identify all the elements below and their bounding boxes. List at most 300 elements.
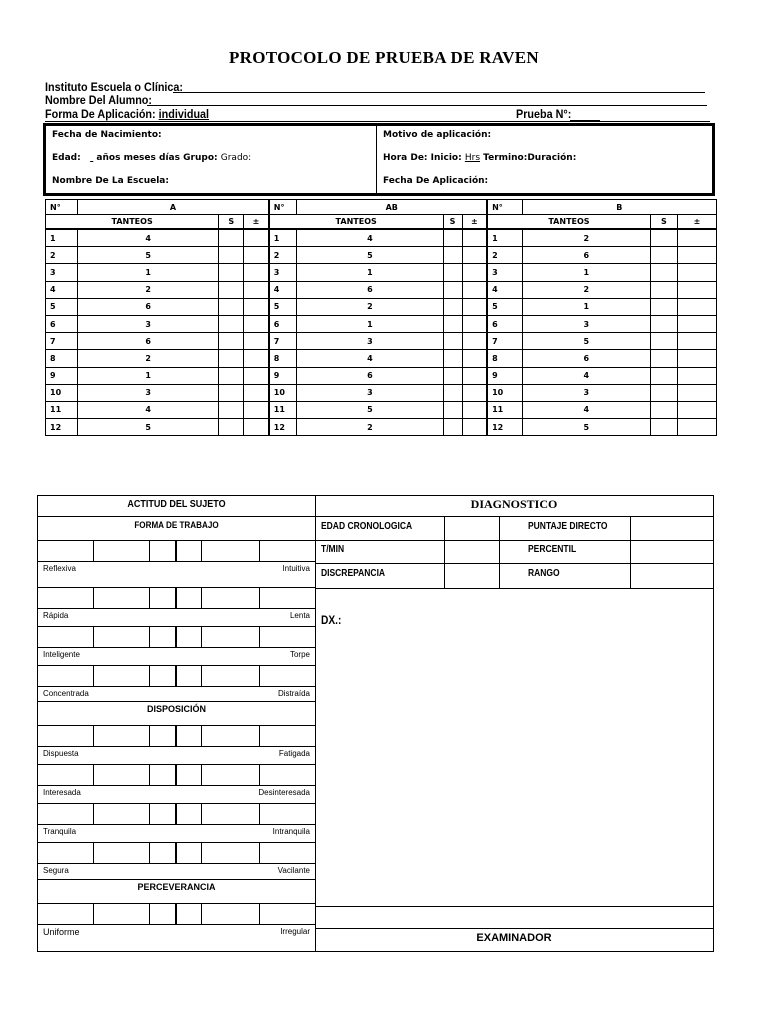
trait-right-label: Intranquila	[272, 827, 310, 836]
pm-cell[interactable]	[462, 419, 487, 436]
s-header: S	[219, 215, 244, 230]
item-number: 1	[269, 229, 297, 247]
section-line	[38, 879, 315, 880]
scale-cell[interactable]	[259, 764, 315, 785]
num-header: N°	[487, 200, 522, 215]
disposition-title: DISPOSICIÓN	[146, 704, 206, 714]
application-label	[45, 107, 209, 121]
scale-cell[interactable]	[149, 803, 175, 824]
scale-cell[interactable]	[259, 665, 315, 686]
scale-cell[interactable]	[259, 626, 315, 647]
tanteo-value: 6	[78, 333, 219, 350]
scale-cell[interactable]	[201, 842, 259, 863]
pm-cell[interactable]	[244, 315, 269, 332]
table-row	[46, 401, 717, 418]
pm-cell[interactable]	[462, 367, 487, 384]
s-cell[interactable]	[650, 298, 677, 315]
item-number: 2	[46, 247, 78, 264]
pm-cell[interactable]	[677, 247, 716, 264]
item-number: 9	[46, 367, 78, 384]
pm-cell[interactable]	[244, 281, 269, 298]
tanteo-value: 1	[78, 264, 219, 281]
pm-cell[interactable]	[244, 384, 269, 401]
tanteo-value: 1	[522, 298, 650, 315]
tanteo-value: 6	[297, 281, 443, 298]
scores-table	[45, 199, 717, 436]
scale-cell[interactable]	[259, 725, 315, 746]
pm-cell[interactable]	[462, 333, 487, 350]
application-underline	[45, 121, 710, 122]
item-number: 4	[487, 281, 522, 298]
scale-cell[interactable]	[38, 665, 93, 686]
s-header: S	[443, 215, 462, 230]
item-number: 10	[487, 384, 522, 401]
s-cell[interactable]	[650, 281, 677, 298]
pm-cell[interactable]	[677, 401, 716, 418]
app-date-label: Fecha De Aplicación:	[383, 176, 489, 186]
trait-left-label: Segura	[43, 866, 69, 875]
scale-cell[interactable]	[93, 587, 149, 608]
scale-cell[interactable]	[201, 903, 259, 924]
item-number: 7	[269, 333, 297, 350]
tanteo-value: 2	[297, 298, 443, 315]
scale-cell[interactable]	[259, 842, 315, 863]
dx-line	[315, 540, 713, 541]
scale-cell[interactable]	[38, 842, 93, 863]
item-number: 6	[269, 315, 297, 332]
scale-cell[interactable]	[93, 665, 149, 686]
pm-cell[interactable]	[462, 281, 487, 298]
perseverance-title: PERCEVERANCIA	[137, 882, 216, 892]
tanteo-value: 1	[297, 315, 443, 332]
item-number: 1	[46, 229, 78, 247]
school-label: Nombre De La Escuela:	[52, 176, 169, 186]
table-row	[46, 367, 717, 384]
institute-label: Instituto Escuela o Clínica:	[45, 80, 184, 94]
pm-cell[interactable]	[677, 281, 716, 298]
table-row	[46, 350, 717, 367]
trait-right-label: Vacilante	[277, 866, 310, 875]
item-number: 11	[269, 401, 297, 418]
tanteo-value: 3	[78, 315, 219, 332]
s-cell[interactable]	[443, 384, 462, 401]
item-number: 5	[46, 298, 78, 315]
s-cell[interactable]	[650, 419, 677, 436]
pm-cell[interactable]	[462, 247, 487, 264]
scale-cell[interactable]	[175, 665, 201, 686]
s-cell[interactable]	[443, 247, 462, 264]
pm-cell[interactable]	[677, 333, 716, 350]
time-line	[383, 153, 576, 163]
table-row	[46, 298, 717, 315]
s-cell[interactable]	[219, 419, 244, 436]
tanteo-value: 4	[522, 367, 650, 384]
scale-bottom-line	[38, 561, 315, 562]
scale-cell[interactable]	[259, 803, 315, 824]
scale-cell[interactable]	[93, 842, 149, 863]
item-number: 10	[269, 384, 297, 401]
s-cell[interactable]	[443, 401, 462, 418]
section-name: A	[78, 200, 269, 215]
dx-vline	[499, 516, 500, 588]
s-cell[interactable]	[650, 367, 677, 384]
item-number: 3	[487, 264, 522, 281]
age-line	[52, 153, 251, 163]
item-number: 10	[46, 384, 78, 401]
scale-cell[interactable]	[38, 764, 93, 785]
s-cell[interactable]	[219, 247, 244, 264]
table-row	[46, 419, 717, 436]
scale-cell[interactable]	[149, 540, 175, 561]
pm-cell[interactable]	[244, 247, 269, 264]
item-number: 8	[487, 350, 522, 367]
scale-bottom-line	[38, 863, 315, 864]
scale-cell[interactable]	[175, 842, 201, 863]
item-number: 1	[487, 229, 522, 247]
row-line	[38, 516, 713, 517]
tanteo-value: 5	[78, 419, 219, 436]
trait-left-label: Reflexiva	[43, 564, 76, 573]
application-value: individual	[158, 107, 210, 121]
tanteo-value: 1	[297, 264, 443, 281]
student-field[interactable]	[147, 105, 707, 106]
tmin-cell: T/MIN	[321, 544, 345, 555]
scale-cell[interactable]	[201, 803, 259, 824]
scale-cell[interactable]	[93, 725, 149, 746]
pm-header: ±	[462, 215, 487, 230]
s-cell[interactable]	[443, 264, 462, 281]
s-cell[interactable]	[219, 281, 244, 298]
pm-cell[interactable]	[244, 333, 269, 350]
age-label: Edad:	[52, 153, 81, 163]
tanteo-value: 4	[522, 401, 650, 418]
item-number: 11	[487, 401, 522, 418]
tanteo-value: 6	[522, 350, 650, 367]
table-row	[46, 264, 717, 281]
tanteo-value: 3	[297, 384, 443, 401]
test-number-field[interactable]	[570, 120, 600, 121]
pm-cell[interactable]	[677, 298, 716, 315]
pm-cell[interactable]	[462, 350, 487, 367]
scale-cell[interactable]	[38, 540, 93, 561]
table-row	[46, 333, 717, 350]
s-cell[interactable]	[650, 401, 677, 418]
days-label: días	[159, 153, 180, 163]
scale-bottom-line	[38, 924, 315, 925]
trait-left-label: Rápida	[43, 611, 69, 620]
dx-line	[315, 563, 713, 564]
assessment-box	[37, 495, 714, 952]
item-number: 12	[46, 419, 78, 436]
scale-bottom-line	[38, 824, 315, 825]
pm-cell[interactable]	[677, 384, 716, 401]
item-number: 8	[46, 350, 78, 367]
percentile-cell: PERCENTIL	[528, 544, 577, 555]
hrs-label: Hrs	[464, 153, 481, 163]
dx-line	[315, 588, 713, 589]
tanteo-value: 3	[297, 333, 443, 350]
trait-left-label: Concentrada	[43, 689, 89, 698]
tanteo-value: 1	[522, 264, 650, 281]
s-cell[interactable]	[219, 229, 244, 247]
s-cell[interactable]	[443, 281, 462, 298]
grade-label: Grado:	[220, 153, 252, 163]
direct-score-cell: PUNTAJE DIRECTO	[528, 521, 608, 532]
scale-cell[interactable]	[259, 587, 315, 608]
scale-cell[interactable]	[38, 626, 93, 647]
scale-cell[interactable]	[175, 587, 201, 608]
item-number: 5	[269, 298, 297, 315]
group-label: Grupo:	[183, 153, 218, 163]
scale-cell[interactable]	[149, 903, 175, 924]
duration-label: Duración:	[527, 153, 577, 163]
tanteo-value: 2	[522, 281, 650, 298]
pm-header: ±	[677, 215, 716, 230]
item-number: 9	[269, 367, 297, 384]
tanteos-header: TANTEOS	[269, 215, 443, 230]
tanteo-value: 1	[78, 367, 219, 384]
trait-left-label: Dispuesta	[43, 749, 79, 758]
tanteo-value: 4	[297, 229, 443, 247]
end-label: Termino:	[483, 153, 528, 163]
pm-cell[interactable]	[244, 264, 269, 281]
birth-date-label: Fecha de Nacimiento:	[52, 130, 162, 140]
tanteo-value: 3	[522, 384, 650, 401]
tanteo-value: 5	[297, 247, 443, 264]
pm-cell[interactable]	[677, 367, 716, 384]
s-cell[interactable]	[650, 247, 677, 264]
s-cell[interactable]	[443, 298, 462, 315]
table-row	[46, 229, 717, 247]
s-cell[interactable]	[219, 384, 244, 401]
pm-cell[interactable]	[677, 350, 716, 367]
section-divider	[315, 496, 316, 951]
scale-cell[interactable]	[149, 626, 175, 647]
scale-cell[interactable]	[93, 540, 149, 561]
years-label: años	[96, 153, 121, 163]
tanteo-value: 4	[297, 350, 443, 367]
item-number: 2	[487, 247, 522, 264]
page-title: PROTOCOLO DE PRUEBA DE RAVEN	[228, 48, 540, 67]
application-label-text: Forma De Aplicación:	[45, 107, 156, 121]
pm-cell[interactable]	[244, 298, 269, 315]
item-number: 8	[269, 350, 297, 367]
pm-cell[interactable]	[462, 229, 487, 247]
s-cell[interactable]	[650, 315, 677, 332]
scale-cell[interactable]	[201, 587, 259, 608]
age-field[interactable]	[90, 153, 93, 163]
scale-cell[interactable]	[38, 725, 93, 746]
s-cell[interactable]	[650, 229, 677, 247]
table-subheader-row	[46, 215, 717, 230]
examiner-label: EXAMINADOR	[476, 932, 552, 944]
item-number: 7	[487, 333, 522, 350]
table-row	[46, 281, 717, 298]
item-number: 12	[487, 419, 522, 436]
scale-cell[interactable]	[201, 665, 259, 686]
tanteo-value: 5	[522, 333, 650, 350]
pm-cell[interactable]	[462, 298, 487, 315]
scale-cell[interactable]	[175, 626, 201, 647]
trait-right-label: Fatigada	[278, 749, 310, 758]
dx-vline	[630, 516, 631, 588]
trait-left-label: Inteligente	[43, 650, 80, 659]
examiner-line	[315, 928, 713, 929]
tanteo-value: 5	[78, 247, 219, 264]
s-cell[interactable]	[219, 350, 244, 367]
scale-cell[interactable]	[149, 725, 175, 746]
scale-cell[interactable]	[175, 803, 201, 824]
info-box	[43, 123, 715, 196]
s-cell[interactable]	[219, 367, 244, 384]
scale-cell[interactable]	[149, 587, 175, 608]
item-number: 2	[269, 247, 297, 264]
section-name: AB	[297, 200, 487, 215]
num-header: N°	[46, 200, 78, 215]
pm-cell[interactable]	[677, 315, 716, 332]
s-cell[interactable]	[219, 333, 244, 350]
pm-cell[interactable]	[462, 264, 487, 281]
scale-cell[interactable]	[93, 803, 149, 824]
pm-cell[interactable]	[244, 367, 269, 384]
scale-cell[interactable]	[149, 764, 175, 785]
s-cell[interactable]	[443, 229, 462, 247]
table-row	[46, 315, 717, 332]
tanteo-value: 6	[297, 367, 443, 384]
tanteos-header: TANTEOS	[487, 215, 650, 230]
scale-cell[interactable]	[93, 626, 149, 647]
s-cell[interactable]	[650, 350, 677, 367]
months-label: meses	[123, 153, 156, 163]
item-number: 7	[46, 333, 78, 350]
pm-cell[interactable]	[677, 264, 716, 281]
work-form-title: FORMA DE TRABAJO	[134, 520, 219, 530]
scale-cell[interactable]	[175, 725, 201, 746]
tanteo-value: 2	[297, 419, 443, 436]
pm-cell[interactable]	[244, 419, 269, 436]
tanteo-value: 4	[78, 401, 219, 418]
scale-cell[interactable]	[201, 725, 259, 746]
pm-cell[interactable]	[244, 401, 269, 418]
scale-cell[interactable]	[175, 764, 201, 785]
trait-left-label: Uniforme	[43, 927, 80, 937]
tanteo-value: 5	[297, 401, 443, 418]
tanteo-value: 2	[522, 229, 650, 247]
scale-cell[interactable]	[149, 842, 175, 863]
scale-cell[interactable]	[149, 665, 175, 686]
trait-right-label: Irregular	[280, 927, 310, 936]
trait-right-label: Desinteresada	[258, 788, 310, 797]
tanteo-value: 3	[78, 384, 219, 401]
test-number-label: Prueba N°:	[516, 107, 572, 121]
s-cell[interactable]	[219, 264, 244, 281]
item-number: 11	[46, 401, 78, 418]
reason-label: Motivo de aplicación:	[383, 130, 492, 140]
pm-cell[interactable]	[244, 229, 269, 247]
s-cell[interactable]	[443, 419, 462, 436]
item-number: 4	[269, 281, 297, 298]
trait-right-label: Distraída	[277, 689, 310, 698]
scale-cell[interactable]	[175, 540, 201, 561]
scale-cell[interactable]	[201, 626, 259, 647]
tanteo-value: 2	[78, 350, 219, 367]
item-number: 6	[487, 315, 522, 332]
s-cell[interactable]	[219, 298, 244, 315]
s-cell[interactable]	[650, 264, 677, 281]
attitude-title: ACTITUD DEL SUJETO	[127, 499, 226, 510]
range-cell: RANGO	[528, 568, 560, 579]
tanteo-value: 2	[78, 281, 219, 298]
item-number: 6	[46, 315, 78, 332]
s-cell[interactable]	[650, 333, 677, 350]
item-number: 4	[46, 281, 78, 298]
trait-left-label: Interesada	[43, 788, 81, 797]
scale-cell[interactable]	[175, 903, 201, 924]
s-cell[interactable]	[443, 350, 462, 367]
item-number: 3	[46, 264, 78, 281]
table-row	[46, 247, 717, 264]
s-cell[interactable]	[443, 367, 462, 384]
scale-cell[interactable]	[201, 764, 259, 785]
scores-body	[46, 200, 717, 436]
section-line	[38, 701, 315, 702]
pm-header: ±	[244, 215, 269, 230]
s-cell[interactable]	[650, 384, 677, 401]
table-header-row	[46, 200, 717, 215]
scale-cell[interactable]	[259, 540, 315, 561]
dx-vline	[444, 516, 445, 588]
s-cell[interactable]	[219, 315, 244, 332]
start-label: Hora De: Inicio:	[383, 153, 462, 163]
s-header: S	[650, 215, 677, 230]
s-cell[interactable]	[443, 315, 462, 332]
discrepancy-cell: DISCREPANCIA	[321, 568, 386, 579]
diagnosis-title: DIAGNOSTICO	[470, 497, 558, 511]
tanteos-header: TANTEOS	[46, 215, 219, 230]
item-number: 12	[269, 419, 297, 436]
scale-cell[interactable]	[38, 903, 93, 924]
pm-cell[interactable]	[462, 401, 487, 418]
scale-cell[interactable]	[201, 540, 259, 561]
scale-cell[interactable]	[93, 903, 149, 924]
pm-cell[interactable]	[677, 419, 716, 436]
tanteo-value: 6	[522, 247, 650, 264]
s-cell[interactable]	[219, 401, 244, 418]
pm-cell[interactable]	[677, 229, 716, 247]
trait-right-label: Intuitiva	[282, 564, 310, 573]
scale-cell[interactable]	[38, 587, 93, 608]
scale-cell[interactable]	[93, 764, 149, 785]
scale-bottom-line	[38, 785, 315, 786]
item-number: 5	[487, 298, 522, 315]
trait-right-label: Torpe	[289, 650, 310, 659]
num-header: N°	[269, 200, 297, 215]
scale-cell[interactable]	[38, 803, 93, 824]
s-cell[interactable]	[443, 333, 462, 350]
tanteo-value: 4	[78, 229, 219, 247]
student-label: Nombre Del Alumno:	[45, 93, 153, 107]
section-name: B	[522, 200, 716, 215]
scale-cell[interactable]	[259, 903, 315, 924]
pm-cell[interactable]	[244, 350, 269, 367]
pm-cell[interactable]	[462, 315, 487, 332]
item-number: 9	[487, 367, 522, 384]
scale-bottom-line	[38, 686, 315, 687]
pm-cell[interactable]	[462, 384, 487, 401]
tanteo-value: 5	[522, 419, 650, 436]
institute-field[interactable]	[173, 92, 705, 93]
scale-bottom-line	[38, 746, 315, 747]
